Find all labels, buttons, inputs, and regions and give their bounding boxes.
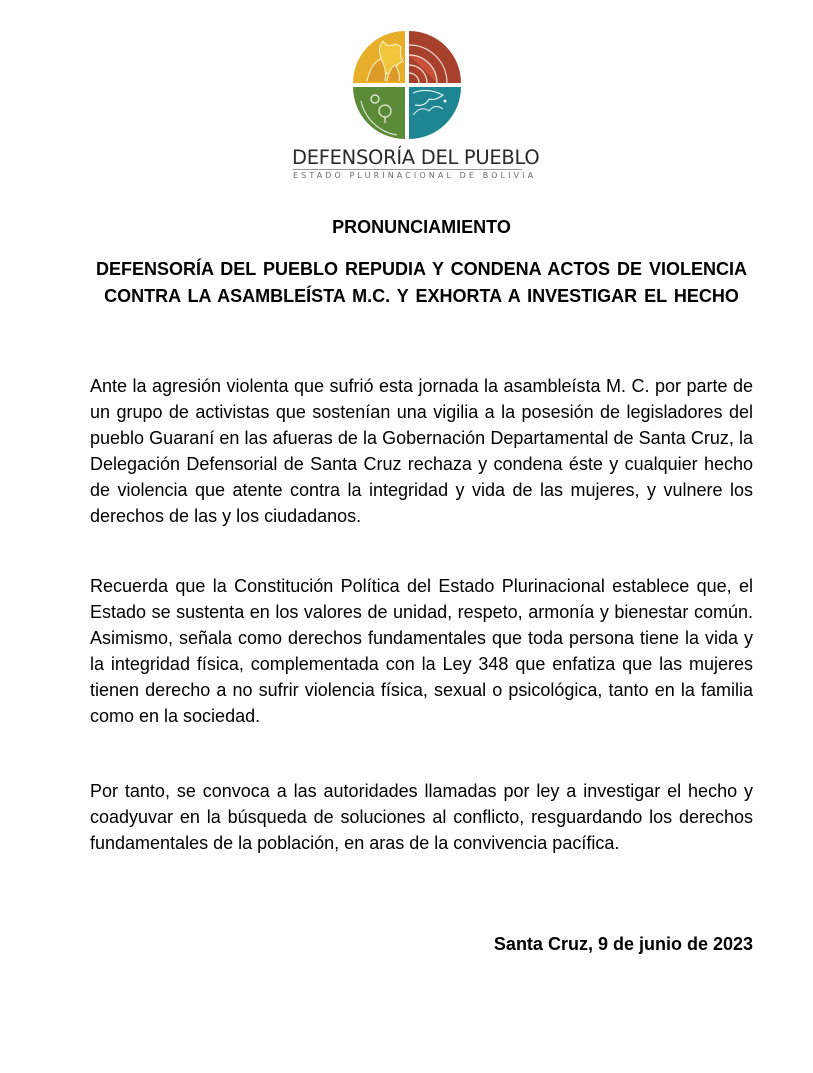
paragraph-1: Ante la agresión violenta que sufrió esta jornada la asambleísta M. C. por parte de un grupo de activistas que sostenían una vigilia a la posesión de legisladores del pueblo Guaraní en las afueras de la Gobernación Departamental de Santa Cruz, la Delegación Defensorial de Santa Cruz rechaza y condena éste y cualquier hecho de violencia que atente contra la integridad y vida de las mujeres, y vulnere los derechos de las y los ciudadanos. [90, 376, 753, 526]
paragraph-3: Por tanto, se convoca a las autoridades llamadas por ley a investigar el hecho y coadyuvar en la búsqueda de soluciones al conflicto, resguardando los derechos fundamentales de la población, en aras de la convivencia pacífica. [90, 781, 753, 853]
org-name: DEFENSORÍA DEL PUEBLO [292, 146, 540, 169]
org-subtitle: ESTADO PLURINACIONAL DE BOLIVIA [293, 171, 537, 180]
headline: DEFENSORÍA DEL PUEBLO REPUDIA Y CONDENA ACTOS DE VIOLENCIA CONTRA LA ASAMBLEÍSTA M.C. Y EXHORTA A INVESTIGAR EL HECHO [95, 259, 748, 306]
document-type-title: PRONUNCIAMIENTO [332, 217, 511, 237]
defensoria-del-pueblo-emblem-icon [353, 31, 461, 139]
org-name-divider [293, 169, 522, 170]
paragraph-2: Recuerda que la Constitución Política del Estado Plurinacional establece que, el Estado se sustenta en los valores de unidad, respeto, armonía y bienestar común. Asimismo, señala como derechos fundamentales que toda persona tiene la vida y la integridad física, complementada con la Ley 348 que enfatiza que las mujeres tienen derecho a no sufrir violencia física, sexual o psicológica, tanto en la familia como en la sociedad. [90, 576, 753, 726]
place-and-date: Santa Cruz, 9 de junio de 2023 [493, 934, 753, 954]
